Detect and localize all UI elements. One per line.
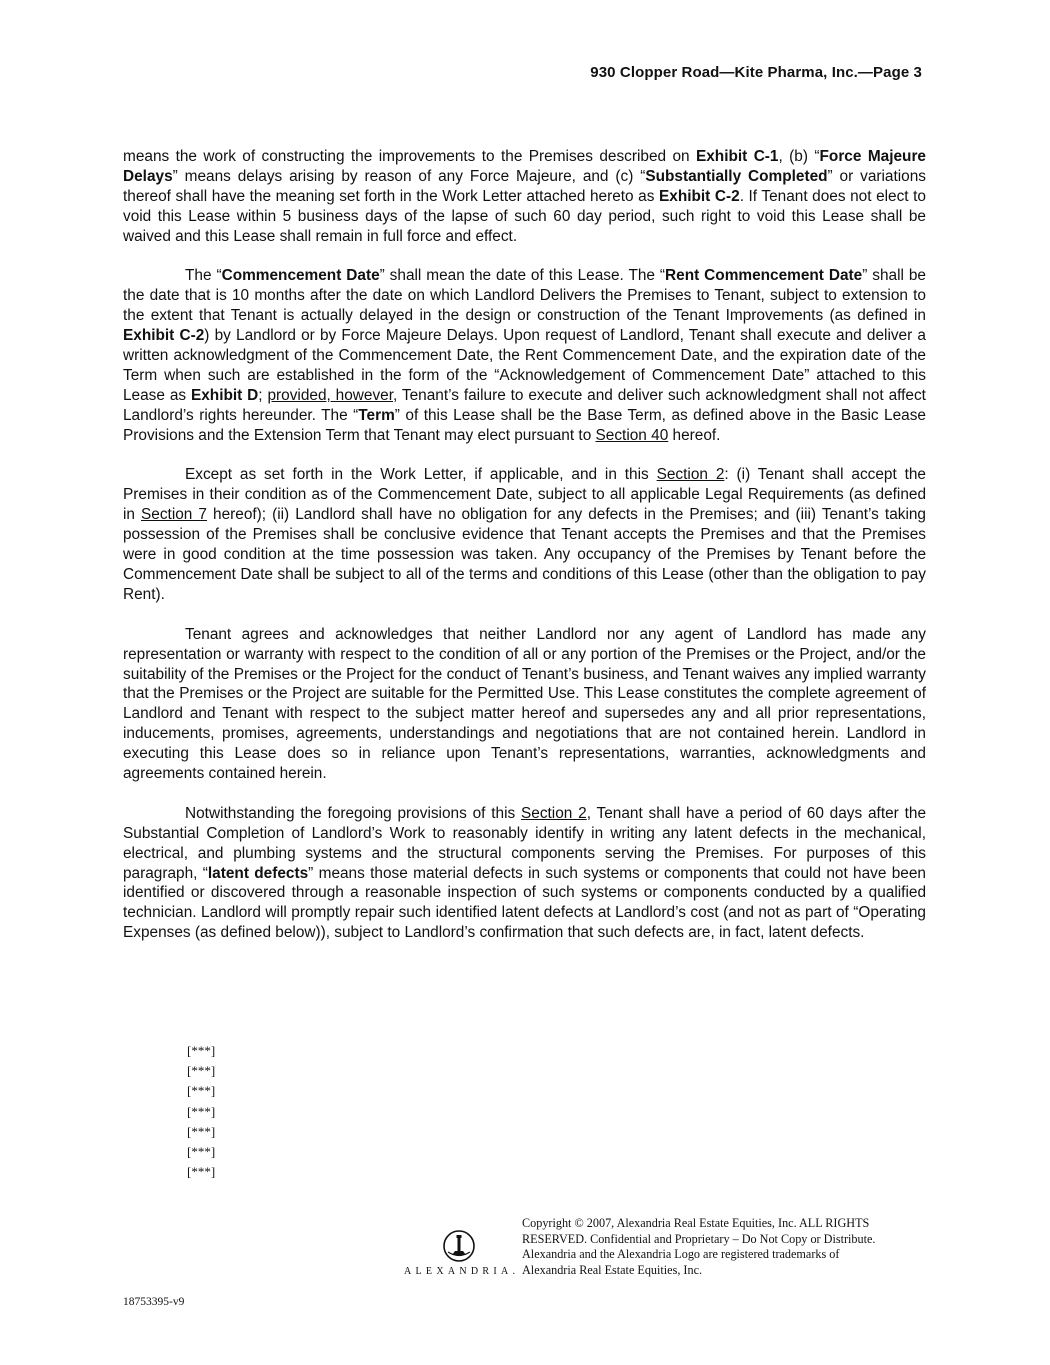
redaction-mark: [***]	[187, 1103, 216, 1119]
paragraph-latent-defects: Notwithstanding the foregoing provisions of this Section 2, Tenant shall have a period of 60 days after the Substantial Completion of Landlord’s Work to reasonably identify in writing any latent defects in the mechanical, electrical, and plumbing systems and the structural components serving the Premises. For purposes of this paragraph, “latent defects” means those material defects in such systems or components that could not have been identified or discovered through a reasonable inspection of such systems or components conducted by a qualified technician. Landlord will promptly repair such identified latent defects at Landlord’s cost (and not as part of “Operating Expenses (as defined below)), subject to Landlord’s confirmation that such defects are, in fact, latent defects.	[123, 804, 926, 942]
lease-body	[123, 147, 926, 963]
redaction-mark: [***]	[187, 1043, 216, 1058]
page-header: 930 Clopper Road—Kite Pharma, Inc.—Page 3	[590, 64, 922, 81]
paragraph-premises-condition: Except as set forth in the Work Letter, if applicable, and in this Section 2: (i) Tenant shall accept the Premises in their condition as of the Commencement Date, subject to all applicable Legal Requirements (as defined in Section 7 hereof); (ii) Landlord shall have no obligation for any defects in the Premises; and (iii) Tenant’s taking possession of the Premises shall be conclusive evidence that Tenant accepts the Premises and that the Premises were in good condition at the time possession was taken. Any occupancy of the Premises by Tenant before the Commencement Date shall be subject to all of the terms and conditions of this Lease (other than the obligation to pay Rent).	[123, 466, 926, 603]
redaction-mark: [***]	[187, 1164, 216, 1180]
alexandria-logo-icon	[441, 1228, 477, 1264]
redaction-mark: [***]	[187, 1063, 216, 1079]
logo-wordmark: ALEXANDRIA.	[404, 1266, 520, 1277]
paragraph-no-warranty: Tenant agrees and acknowledges that neither Landlord nor any agent of Landlord has made any representation or warranty with respect to the condition of all or any portion of the Premises or the Project, and/or the suitability of the Premises or the Project for the conduct of Tenant’s business, and Tenant waives any implied warranty that the Premises or the Project are suitable for the Permitted Use. This Lease constitutes the complete agreement of Landlord and Tenant with respect to the subject matter hereof and supersedes any and all prior representations, inducements, promises, agreements, understandings and negotiations that are not contained herein. Landlord in executing this Lease does so in reliance upon Tenant’s representations, warranties, acknowledgments and agreements contained herein.	[123, 625, 926, 783]
alexandria-logo	[404, 1228, 520, 1277]
redaction-mark: [***]	[187, 1123, 216, 1139]
redaction-mark: [***]	[187, 1083, 216, 1099]
paragraph-definitions-continued: means the work of constructing the improvements to the Premises described on Exhibit C-1, (b) “Force Majeure Delays” means delays arising by reason of any Force Majeure, and (c) “Substantially Completed” or variations thereof shall have the meaning set forth in the Work Letter attached hereto as Exhibit C-2. If Tenant does not elect to void this Lease within 5 business days of the lapse of such 60 day period, such right to void this Lease shall be waived and this Lease shall remain in full force and effect.	[123, 148, 926, 245]
paragraph-commencement-date: The “Commencement Date” shall mean the date of this Lease. The “Rent Commencement Date” shall be the date that is 10 months after the date on which Landlord Delivers the Premises to Tenant, subject to extension to the extent that Tenant is actually delayed in the design or construction of the Tenant Improvements (as defined in Exhibit C-2) by Landlord or by Force Majeure Delays. Upon request of Landlord, Tenant shall execute and deliver a written acknowledgment of the Commencement Date, the Rent Commencement Date, and the expiration date of the Term when such are established in the form of the “Acknowledgement of Commencement Date” attached to this Lease as Exhibit D; provided, however, Tenant’s failure to execute and deliver such acknowledgment shall not affect Landlord’s rights hereunder. The “Term” of this Lease shall be the Base Term, as defined above in the Basic Lease Provisions and the Extension Term that Tenant may elect pursuant to Section 40 hereof.	[123, 267, 926, 444]
redaction-block	[187, 1041, 215, 1182]
copyright-notice: Copyright © 2007, Alexandria Real Estate Equities, Inc. ALL RIGHTS RESERVED. Confidential and Proprietary – Do Not Copy or Distribute. Alexandria and the Alexandria Logo are registered trademarks of Alexandria Real Estate Equities, Inc.	[522, 1216, 876, 1277]
document-id: 18753395-v9	[123, 1296, 185, 1308]
redaction-mark: [***]	[187, 1143, 216, 1159]
